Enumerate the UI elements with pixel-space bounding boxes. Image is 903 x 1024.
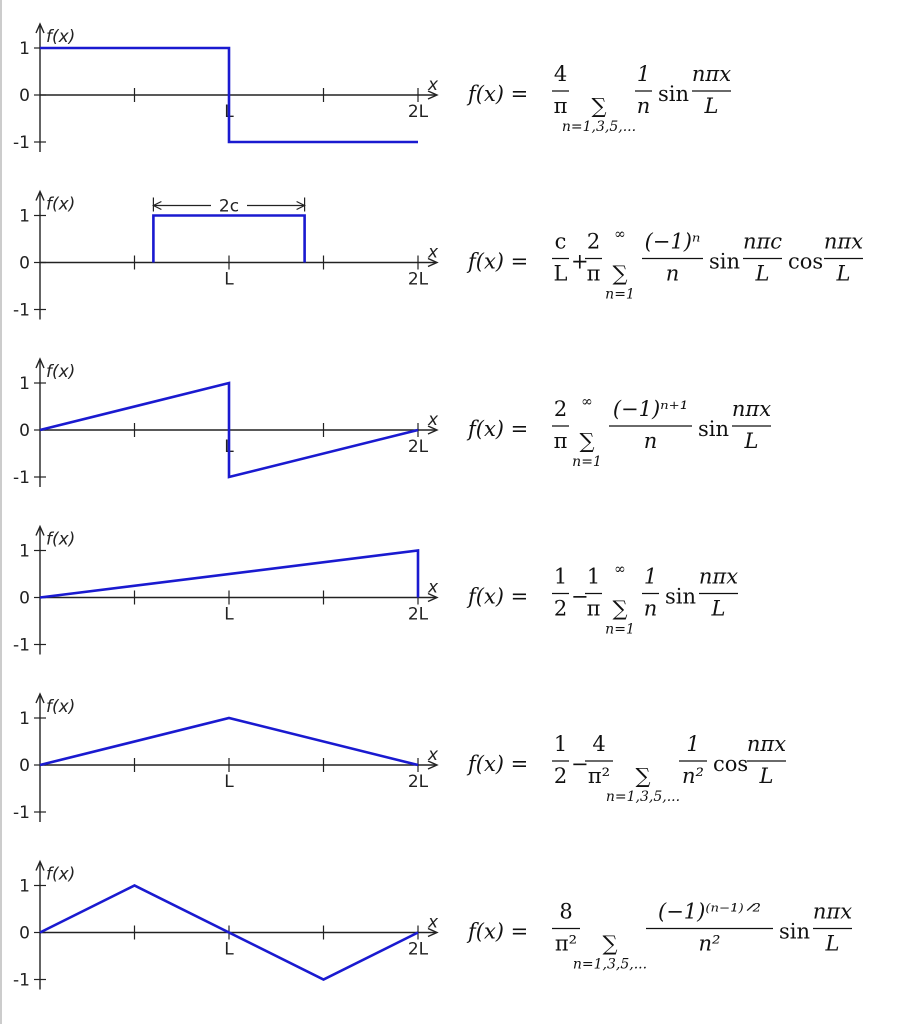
y-tick-label: -1	[13, 970, 30, 991]
formula-coef-den: π²	[554, 931, 578, 956]
formula-arg-den: L	[744, 429, 759, 453]
sigma-lower-limit: n=1	[605, 621, 635, 638]
panel-ramp	[13, 527, 738, 656]
x-tick-label-L: L	[224, 102, 234, 122]
y-tick-label: 0	[19, 86, 30, 106]
formula	[466, 227, 863, 303]
x-tick-label-2L: 2L	[407, 772, 429, 792]
sigma-symbol: ∑	[579, 429, 595, 453]
formula-term-num: (−1)ⁿ	[644, 229, 701, 254]
x-tick-label-2L: 2L	[407, 102, 429, 122]
formula-arg2-num: nπx	[823, 229, 864, 254]
formula-coef-num: 1	[586, 564, 601, 589]
formula-func: sin	[658, 82, 690, 106]
formula-lhs: f(x) =	[468, 249, 529, 274]
formula-coef-num: 4	[592, 732, 606, 756]
formula-arg-den: L	[704, 94, 719, 118]
y-axis-label: f(x)	[46, 697, 76, 717]
x-tick-label-2L: 2L	[407, 939, 429, 960]
function-curve	[40, 551, 418, 598]
y-tick-label: -1	[13, 133, 30, 153]
formula-arg-num: nπc	[742, 229, 783, 254]
formula-arg-den: L	[755, 261, 770, 286]
formula-arg-num: nπx	[731, 397, 772, 421]
formula-coef-num: 2	[553, 397, 568, 421]
x-tick-label-L: L	[224, 269, 234, 290]
panel-sawtooth	[13, 359, 771, 488]
panel-triangle	[13, 694, 786, 823]
y-tick-label: 1	[19, 374, 30, 394]
width-label: 2c	[218, 196, 240, 217]
formula-func2: cos	[788, 249, 824, 274]
formula-func: sin	[665, 584, 697, 609]
formula-const-den: 2	[553, 596, 568, 621]
y-tick-label: -1	[13, 468, 30, 488]
y-tick-label: 0	[19, 923, 30, 944]
y-tick-label: 0	[19, 253, 30, 274]
formula-term-num: (−1)ⁿ⁺¹	[612, 397, 689, 421]
y-tick-label: -1	[13, 803, 30, 823]
formula-sign: −	[571, 584, 589, 609]
sigma-symbol: ∑	[602, 931, 618, 956]
formula-coef-num: 2	[586, 229, 601, 254]
y-axis-label: f(x)	[46, 194, 76, 215]
x-axis-label: x	[428, 410, 439, 430]
panel-square-wave	[13, 24, 731, 153]
y-tick-label: -1	[13, 300, 30, 321]
formula-coef-den: π	[586, 596, 601, 621]
y-axis-label: f(x)	[46, 529, 76, 550]
x-axis-label: x	[428, 242, 439, 263]
formula-term-den: n²	[682, 764, 704, 788]
formula-arg-num: nπx	[812, 899, 853, 924]
x-tick-label-L: L	[224, 772, 234, 792]
sigma-upper-limit: ∞	[614, 561, 626, 578]
formula-term-den: n	[636, 94, 651, 118]
formula-arg-num: nπx	[746, 732, 787, 756]
x-tick-label-L: L	[224, 437, 234, 457]
function-curve	[40, 718, 418, 765]
sigma-upper-limit: ∞	[581, 394, 593, 410]
formula-lhs: f(x) =	[468, 584, 529, 609]
formula	[466, 62, 731, 135]
formula-const-den: L	[553, 261, 568, 286]
x-tick-label-2L: 2L	[407, 269, 429, 290]
y-tick-label: 1	[19, 39, 30, 59]
y-tick-label: 1	[19, 876, 30, 897]
formula-sign: −	[571, 752, 589, 776]
formula-term-den: n	[643, 596, 658, 621]
formula-func: sin	[709, 249, 741, 274]
panel-triangle-odd	[13, 862, 852, 991]
formula-lhs: f(x) =	[468, 919, 529, 944]
formula	[466, 900, 852, 973]
panel-pulse	[13, 192, 863, 321]
sigma-lower-limit: n=1,3,5,...	[572, 956, 648, 973]
formula-coef-den: π	[553, 94, 568, 118]
formula-func: sin	[698, 417, 730, 441]
x-axis-label: x	[428, 75, 439, 95]
formula-coef-num: 4	[553, 62, 568, 86]
sigma-lower-limit: n=1,3,5,...	[605, 789, 681, 805]
formula-term-num: 1	[636, 62, 651, 86]
formula-const-num: 1	[553, 732, 568, 756]
sigma-symbol: ∑	[635, 764, 651, 788]
sigma-lower-limit: n=1	[572, 454, 602, 470]
formula-func: sin	[779, 919, 811, 944]
formula	[466, 562, 738, 638]
formula-arg-num: nπx	[691, 62, 732, 86]
formula-coef-num: 8	[559, 899, 573, 924]
x-axis-label: x	[428, 745, 439, 765]
formula-term-den: n	[643, 429, 658, 453]
y-axis-label: f(x)	[46, 362, 76, 382]
formula	[466, 732, 786, 805]
y-axis-label: f(x)	[46, 864, 76, 885]
x-axis-label: x	[428, 577, 439, 598]
formula-arg2-den: L	[836, 261, 851, 286]
y-tick-label: 1	[19, 709, 30, 729]
sigma-lower-limit: n=1	[605, 286, 635, 303]
y-tick-label: 0	[19, 756, 30, 776]
formula-lhs: f(x) =	[468, 752, 529, 776]
formula-term-num: 1	[643, 564, 658, 589]
function-curve	[153, 216, 304, 263]
x-axis-label: x	[428, 912, 439, 933]
formula-const-num: c	[554, 229, 567, 254]
y-tick-label: 0	[19, 421, 30, 441]
formula-const-den: 2	[553, 764, 568, 788]
sigma-upper-limit: ∞	[614, 226, 626, 243]
y-axis-label: f(x)	[46, 27, 76, 47]
y-tick-label: -1	[13, 635, 30, 656]
formula-lhs: f(x) =	[468, 82, 529, 106]
formula-lhs: f(x) =	[468, 417, 529, 441]
formula-arg-den: L	[711, 596, 726, 621]
formula-term-num: (−1)⁽ⁿ⁻¹⁾ᐟ²	[658, 899, 761, 924]
x-tick-label-2L: 2L	[407, 437, 429, 457]
x-tick-label-L: L	[224, 939, 234, 960]
sigma-symbol: ∑	[612, 596, 628, 621]
formula-coef-den: π	[586, 261, 601, 286]
formula-func: cos	[713, 752, 749, 776]
formula-arg-num: nπx	[698, 564, 739, 589]
sigma-symbol: ∑	[591, 94, 607, 118]
x-tick-label-2L: 2L	[407, 604, 429, 625]
formula-term-den: n²	[698, 931, 721, 956]
y-tick-label: 1	[19, 541, 30, 562]
formula-term-den: n	[665, 261, 680, 286]
formula-arg-den: L	[825, 931, 840, 956]
y-tick-label: 0	[19, 588, 30, 609]
formula-coef-den: π²	[587, 764, 611, 788]
y-tick-label: 1	[19, 206, 30, 227]
sigma-lower-limit: n=1,3,5,...	[561, 119, 637, 135]
formula-sign: +	[571, 249, 589, 274]
formula-coef-den: π	[553, 429, 568, 453]
formula-arg-den: L	[759, 764, 774, 788]
formula	[466, 394, 771, 470]
formula-const-num: 1	[553, 564, 568, 589]
formula-term-num: 1	[686, 732, 700, 756]
sigma-symbol: ∑	[612, 261, 628, 286]
x-tick-label-L: L	[224, 604, 234, 625]
